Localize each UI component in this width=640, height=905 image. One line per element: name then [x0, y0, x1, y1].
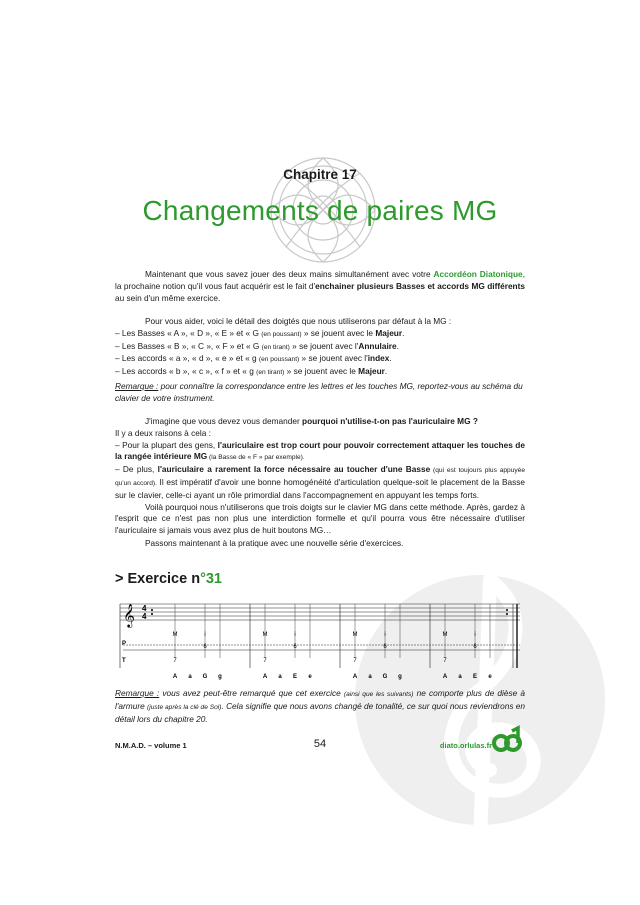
finger-label: M: [262, 632, 268, 638]
bass-letter: G: [382, 674, 388, 680]
bass-letter: g: [398, 674, 402, 680]
finger-label: M: [442, 632, 448, 638]
button-number: 7: [173, 658, 177, 664]
bass-letter: a: [278, 674, 282, 680]
fingering-section: [115, 316, 525, 379]
fingering-line: – Les Basses « A », « D », « E » et « G (en poussant) » se jouent avec le Majeur.: [115, 327, 405, 338]
chapter-title: Changements de paires MG: [142, 195, 498, 226]
chapter-label: Chapitre 17: [283, 167, 357, 182]
bass-letter: a: [188, 674, 192, 680]
publisher-logo-icon: [492, 725, 522, 755]
music-staff: [115, 598, 525, 688]
bass-letter: a: [458, 674, 462, 680]
reasons-section: J'imagine que vous devez vous demander pourquoi n'utilise-t-on pas l'auriculaire MG ? Il y a deux raisons à cela : – Pour la plupart des gens, l'auriculaire est trop court pour pouvoir correctement attaquer les touches de la rangée intérieure MG (la Basse de « F » par exemple). – De plus, l'auriculaire a rarement la force nécessaire au toucher d'une Basse (qui est toujours plus appuyée qu'un accord). Il est impératif d'avoir une bonne homogénéité d'articulation quelque-soit le placement de la Basse sur le clavier, celle-ci ayant un rôle primordial dans l'accompagnement en appuyant les temps forts. Voilà pourquoi nous n'utiliserons que trois doigts sur le clavier MG dans cette méthode. Après, gardez à l'esprit que ce n'est pas non plus une interdiction formelle et qu'il pourra vous être nécessaire d'utiliser l'auriculaire si jamais vous avez plus de huit boutons MG…: [115, 416, 525, 536]
bass-letter: g: [218, 674, 222, 680]
bass-letter: E: [472, 674, 478, 680]
bass-letter: A: [352, 674, 358, 680]
remark-2: Remarque : vous avez peut-être remarqué que cet exercice (ainsi que les suivants) ne comporte plus de dièse à l'armure (juste après la clé de Sol). Cela signifie que nous avons changé de tonalité, ce sur quoi nous reviendrons en détail lors du chapitre 20.: [115, 688, 526, 724]
fingering-intro: Pour vous aider, voici le détail des doigtés que nous utiliserons par défaut à la MG :: [145, 316, 452, 326]
bass-letter: E: [292, 674, 298, 680]
button-number: 7: [263, 658, 267, 664]
transition-paragraph: Passons maintenant à la pratique avec une nouvelle série d'exercices.: [145, 538, 404, 548]
fingering-line: – Les accords « a », « d », « e » et « g (en poussant) » se jouent avec l'index.: [115, 353, 392, 364]
button-number: 6: [203, 644, 207, 650]
finger-label: M: [172, 632, 178, 638]
fingering-line: – Les Basses « B », « C », « F » et « G (en tirant) » se jouent avec l'Annulaire.: [115, 340, 399, 351]
treble-clef-icon: 𝄞: [123, 603, 135, 627]
intro-paragraph: Maintenant que vous savez jouer des deux mains simultanément avec votre Accordéon Diatonique, la prochaine notion qu'il vous faut acquérir est le fait d'enchainer plusieurs Basses et accords MG différents au sein d'un même exercice.: [115, 269, 526, 303]
button-number: 7: [353, 658, 357, 664]
row-label-t: T: [122, 658, 126, 664]
footer-website: diato.orlulas.fr: [439, 741, 492, 750]
bass-letter: A: [262, 674, 268, 680]
button-number: 6: [473, 644, 477, 650]
finger-label: M: [352, 632, 358, 638]
finger-label: i: [294, 632, 296, 638]
bass-letter: G: [202, 674, 208, 680]
button-number: 6: [383, 644, 387, 650]
button-number: 6: [293, 644, 297, 650]
exercise-title: > Exercice n°31: [115, 571, 222, 587]
bass-letter: a: [368, 674, 372, 680]
bass-letter: A: [172, 674, 178, 680]
finger-label: i: [474, 632, 476, 638]
time-signature-top: 4: [142, 604, 147, 613]
time-signature-bottom: 4: [142, 612, 147, 621]
footer-left: N.M.A.D. – volume 1: [115, 741, 187, 750]
row-label-p: P: [122, 641, 127, 647]
bass-letter: A: [442, 674, 448, 680]
finger-label: i: [204, 632, 206, 638]
bass-letter: e: [308, 674, 312, 680]
page-number: 54: [313, 738, 327, 750]
remark-1: Remarque : pour connaître la correspondance entre les lettres et les touches MG, reportez-vous au schéma du clavier de votre instrument.: [115, 381, 523, 403]
finger-label: i: [384, 632, 386, 638]
button-number: 7: [443, 658, 447, 664]
fingering-line: – Les accords « b », « c », « f » et « g (en tirant) » se jouent avec le Majeur.: [115, 366, 388, 377]
bass-letter: e: [488, 674, 492, 680]
